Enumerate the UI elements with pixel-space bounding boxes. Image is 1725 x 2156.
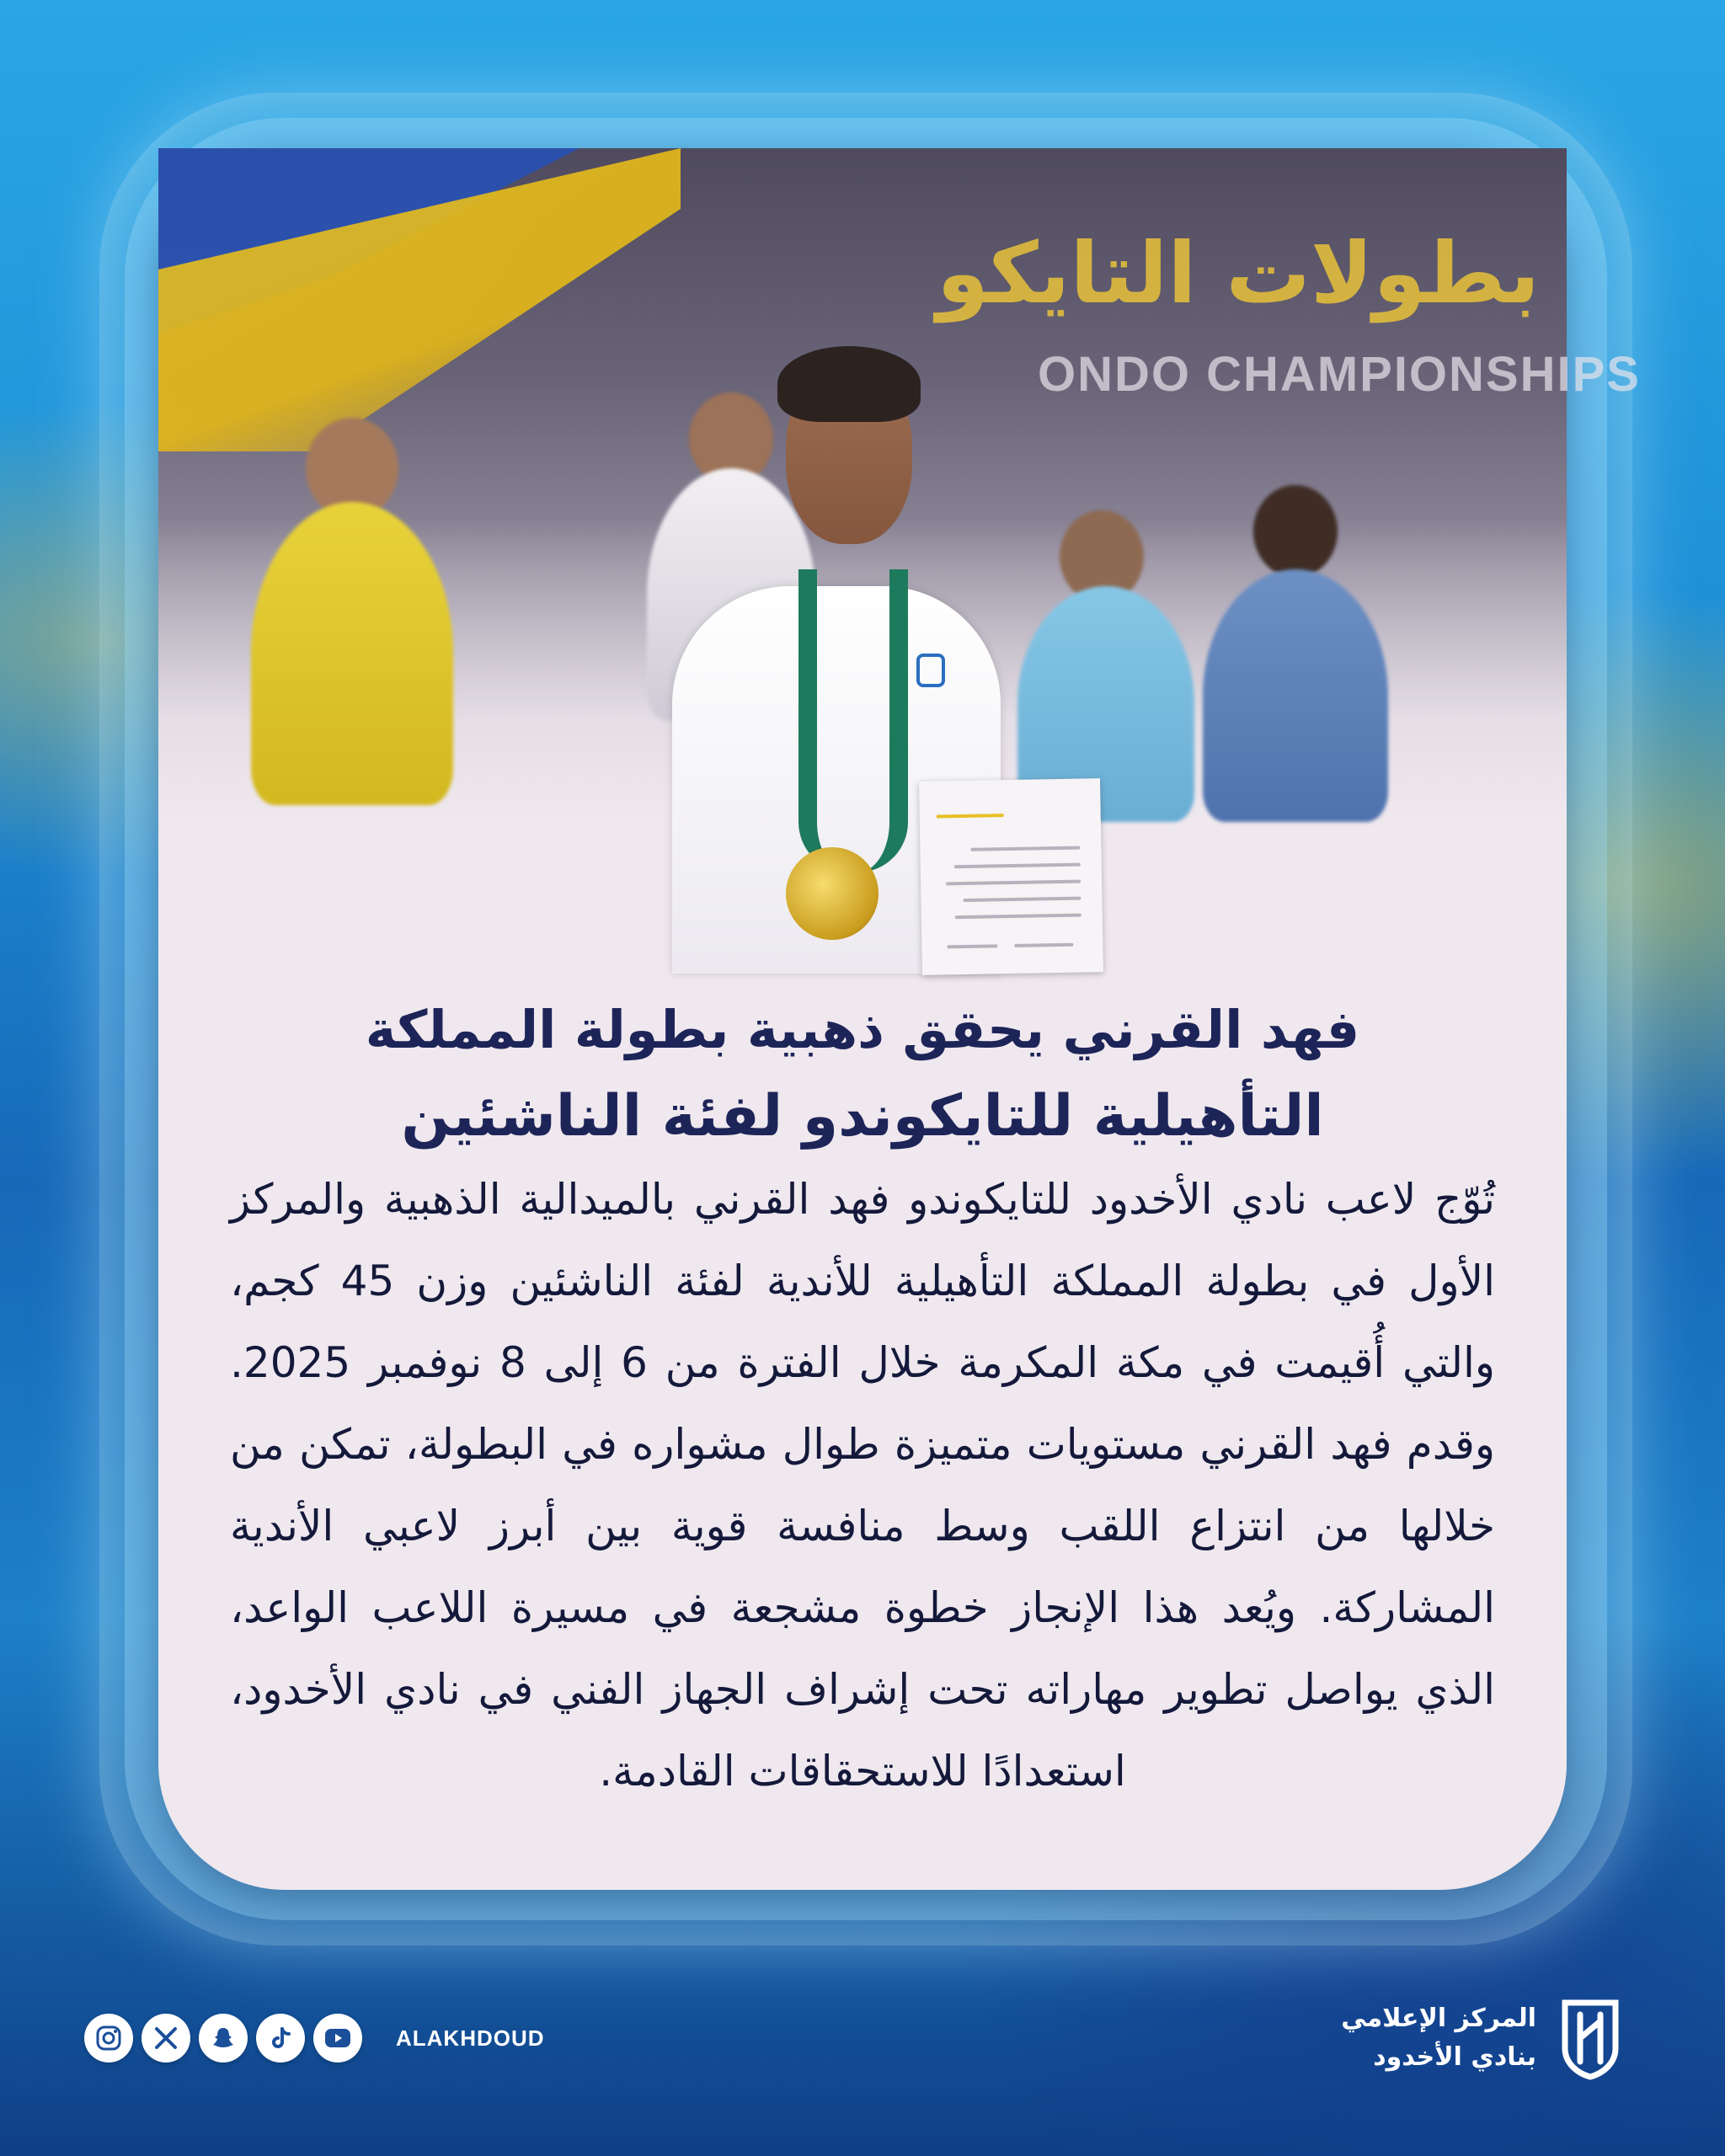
club-crest-icon	[916, 654, 945, 687]
instagram-icon[interactable]	[84, 2014, 133, 2063]
snapchat-icon[interactable]	[199, 2014, 248, 2063]
youtube-icon[interactable]	[313, 2014, 362, 2063]
social-handle[interactable]: ALAKHDOUD	[396, 2025, 545, 2051]
banner-text-arabic: بطولات التايكو	[936, 224, 1540, 323]
brand-line-1: المركز الإعلامي	[1341, 2004, 1536, 2033]
news-card	[158, 148, 1641, 1890]
tiktok-icon[interactable]	[256, 2014, 305, 2063]
athlete-right2-head	[1253, 485, 1338, 578]
brand-line-2: بنادي الأخدود	[1373, 2042, 1536, 2072]
medal-lanyard	[798, 569, 908, 873]
article-body: تُوّج لاعب نادي الأخدود للتايكوندو فهد القرني بالميدالية الذهبية والمركز الأول في بطولة المملكة التأهيلية للأندية لفئة الناشئين وزن 45 كجم، والتي أُقيمت في مكة المكرمة خلال الفترة من 6 إلى 8 نوفمبر 2025. وقدم فهد القرني مستويات متميزة طوال مشواره في البطولة، تمكن من خلالها من انتزاع اللقب وسط منافسة قوية بين أبرز لاعبي الأندية المشاركة. ويُعد هذا الإنجاز خطوة مشجعة في مسيرة اللاعب الواعد، الذي يواصل تطوير مهاراته تحت إشراف الجهاز الفني في نادي الأخدود، استعدادًا للاستحقاقات القادمة.	[230, 1175, 1495, 1796]
x-icon[interactable]	[142, 2014, 190, 2063]
award-photo	[158, 148, 1641, 822]
athlete-right2	[1203, 569, 1388, 822]
brand-text	[1341, 1999, 1536, 2077]
media-center-brand	[1341, 1992, 1624, 2084]
banner-text-english: ONDO CHAMPIONSHIPS	[1038, 347, 1641, 402]
gold-medal-icon	[786, 847, 879, 940]
athlete-left	[251, 502, 453, 805]
headline-line-1: فهد القرني يحقق ذهبية بطولة المملكة	[365, 999, 1360, 1060]
champion-hair	[777, 346, 921, 422]
club-logo-icon	[1557, 1996, 1624, 2080]
certificate	[919, 778, 1103, 975]
headline-line-2: التأهيلية للتايكوندو لفئة الناشئين	[401, 1083, 1324, 1150]
social-links	[84, 2009, 545, 2068]
